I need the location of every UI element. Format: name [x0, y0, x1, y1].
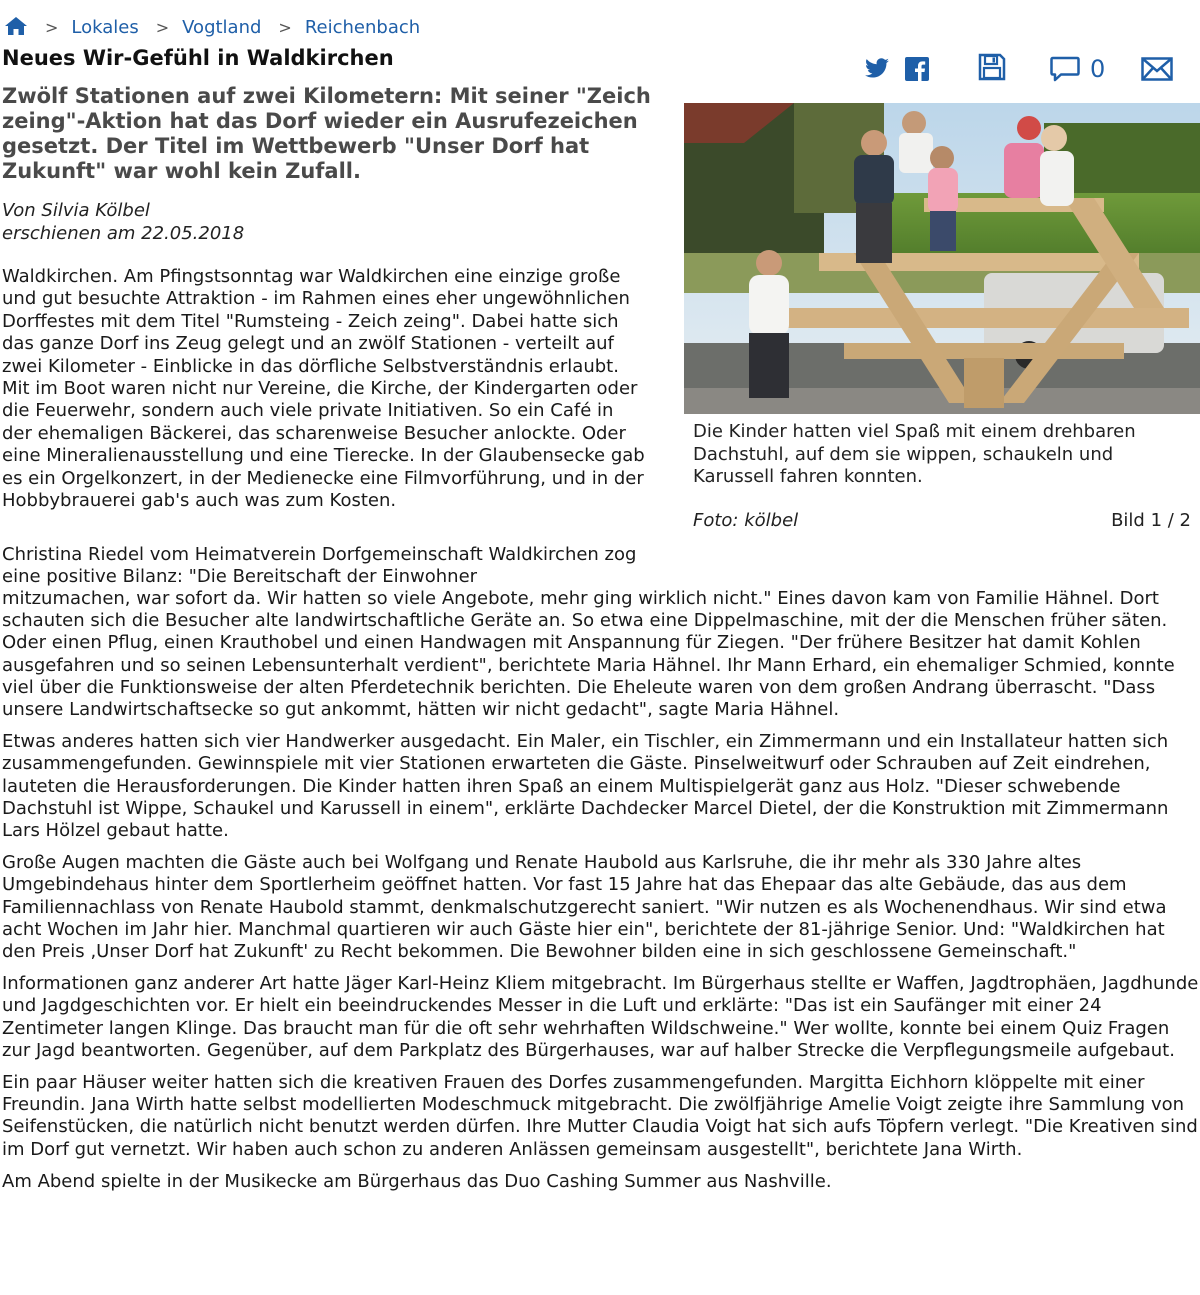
- photo-counter[interactable]: Bild 1 / 2: [1111, 510, 1191, 531]
- paragraph-bilanz-start: Christina Riedel vom Heimatverein Dorfgemeinschaft Waldkirchen zog eine positive Bilanz: "Die Bereitschaft der Einwohner: [2, 544, 637, 588]
- photo-credit: Foto: kölbel: [693, 510, 799, 531]
- comment-icon: [1050, 56, 1080, 82]
- breadcrumb-item-lokales[interactable]: Lokales: [71, 16, 139, 38]
- paragraph-handwerker: Etwas anderes hatten sich vier Handwerker ausgedacht. Ein Maler, ein Tischler, ein Zimmermann und ein Installateur hatten sich zusammengefunden. Gewinnspiele mit vier Stationen erwarteten die Gäste. Pinselweitwurf oder Schrauben auf Zeit eindrehen, lauteten die Herausforderungen. Die Kinder hatten ihren Spaß an einem Multispielgerät ganz aus Holz. "Dieser schwebende Dachstuhl ist Wippe, Schaukel und Karussell in einem", erklärte Dachdecker Marcel Dietel, der die Konstruktion mit Zimmermann Lars Hölzel gebaut hatte.: [2, 731, 1169, 842]
- chevron-right-icon: >: [45, 17, 59, 37]
- save-icon[interactable]: [978, 52, 1006, 82]
- facebook-icon[interactable]: [905, 54, 929, 84]
- twitter-icon[interactable]: [864, 54, 890, 84]
- paragraph-abend: Am Abend spielte in der Musikecke am Bürgerhaus das Duo Cashing Summer aus Nashville.: [2, 1170, 832, 1192]
- comment-button[interactable]: [1050, 54, 1105, 84]
- article-photo[interactable]: [684, 103, 1200, 414]
- paragraph-haubold: Große Augen machten die Gäste auch bei Wolfgang und Renate Haubold aus Karlsruhe, die ihr mehr als 330 Jahre altes Umgebindehaus hinter dem Sportlerheim geöffnet hatten. Vor fast 15 Jahre hat das Ehepaar das alte Gebäude, das aus dem Familiennachlass von Renate Haubold stammt, denkmalschutzgerecht saniert. "Wir nutzen es als Wochenendhaus. Wir sind etwa acht Wochen im Jahr hier. Manchmal quartieren wir auch Gäste hier ein", berichtete der 81-jährige Senior. Und: "Waldkirchen hat den Preis ‚Unser Dorf hat Zukunft' zu Recht bekommen. Die Bewohner bilden eine in sich geschlossene Gemeinschaft.": [2, 852, 1167, 963]
- chevron-right-icon: >: [278, 17, 292, 37]
- home-icon[interactable]: [4, 16, 28, 38]
- publish-date: erschienen am 22.05.2018: [2, 223, 245, 244]
- breadcrumb: [4, 12, 420, 42]
- comment-count: 0: [1090, 55, 1106, 83]
- article-body: [2, 588, 1200, 1203]
- article-lead: Zwölf Stationen auf zwei Kilometern: Mit seiner "Zeich zeing"-Aktion hat das Dorf wieder ein Ausrufezeichen gesetzt. Der Titel im Wettbewerb "Unser Dorf hat Zukunft" war wohl kein Zufall.: [2, 84, 651, 183]
- author: Von Silvia Kölbel: [2, 200, 150, 221]
- photo-caption: Die Kinder hatten viel Spaß mit einem drehbaren Dachstuhl, auf dem sie wippen, schaukeln und Karussell fahren konnten.: [693, 421, 1136, 487]
- paragraph-jaeger: Informationen ganz anderer Art hatte Jäger Karl-Heinz Kliem mitgebracht. Im Bürgerhaus stellte er Waffen, Jagdtrophäen, Jagdhunde und Jagdgeschichten vor. Er hielt ein beeindruckendes Messer in die Luft und erklärte: "Das ist ein Saufänger mit einer 24 Zentimeter langen Klinge. Das braucht man für die oft sehr wehrhaften Wildschweine." Wer wollte, konnte bei einem Quiz Fragen zur Jagd beantworten. Gegenüber, auf dem Parkplatz des Bürgerhauses, war auf halber Strecke die Verpflegungsmeile aufgebaut.: [2, 973, 1199, 1061]
- mail-icon[interactable]: [1141, 54, 1173, 84]
- chevron-right-icon: >: [155, 17, 170, 37]
- byline: [2, 199, 244, 245]
- paragraph-intro: Waldkirchen. Am Pfingstsonntag war Waldkirchen eine einzige große und gut besuchte Attraktion - im Rahmen eines eher ungewöhnlichen Dorffestes mit dem Titel "Rumsteing - Zeich zeing". Dabei hatte sich das ganze Dorf ins Zeug gelegt und an zwölf Stationen - verteilt auf zwei Kilometer - Einblicke in das dörfliche Selbstverständnis erlaubt. Mit im Boot waren nicht nur Vereine, die Kirche, der Kindergarten oder die Feuerwehr, sondern auch viele private Initiativen. So ein Café in der ehemaligen Bäckerei, das scharenweise Besucher anlockte. Oder eine Mineralienausstellung und eine Tierecke. In der Glaubensecke gab es ein Orgelkonzert, in der Medienecke eine Filmvorführung, und in der Hobbybrauerei gab's auch was zum Kosten.: [2, 266, 645, 512]
- paragraph-bilanz-continued: mitzumachen, war sofort da. Wir hatten so viele Angebote, mehr ging wirklich nicht." Eines davon kam von Familie Hähnel. Dort schauten sich die Besucher alte landwirtschaftliche Geräte an. So etwa eine Dippelmaschine, mit der die Menschen früher säten. Oder einen Pflug, einen Krauthobel und einen Handwagen mit Anspannung für Ziegen. "Der frühere Besitzer hat damit Kohlen ausgefahren und so seinen Lebensunterhalt verdient", berichtete Maria Hähnel. Ihr Mann Erhard, ein ehemaliger Schmied, konnte viel über die Funktionsweise der alten Pferdetechnik berichten. Die Eheleute waren von dem großen Andrang überrascht. "Dass unsere Landwirtschaftsecke so gut ankommt, hätten wir nicht gedacht", sagte Maria Hähnel.: [2, 588, 1175, 721]
- breadcrumb-item-reichenbach[interactable]: Reichenbach: [304, 16, 421, 38]
- article-title: Neues Wir-Gefühl in Waldkirchen: [2, 46, 394, 70]
- paragraph-frauen: Ein paar Häuser weiter hatten sich die kreativen Frauen des Dorfes zusammengefunden. Margitta Eichhorn klöppelte mit einer Freundin. Jana Wirth hatte selbst modellierten Modeschmuck mitgebracht. Die zwölfjährige Amelie Voigt zeigte ihre Sammlung von Seifenstücken, die natürlich nicht benutzt werden dürfen. Ihre Mutter Claudia Voigt hat sich aufs Töpfern verlegt. "Die Kreativen sind im Dorf gut vernetzt. Wir haben auch schon zu anderen Anlässen gemeinsam ausgestellt", berichtete Jana Wirth.: [2, 1072, 1198, 1160]
- breadcrumb-item-vogtland[interactable]: Vogtland: [182, 16, 262, 38]
